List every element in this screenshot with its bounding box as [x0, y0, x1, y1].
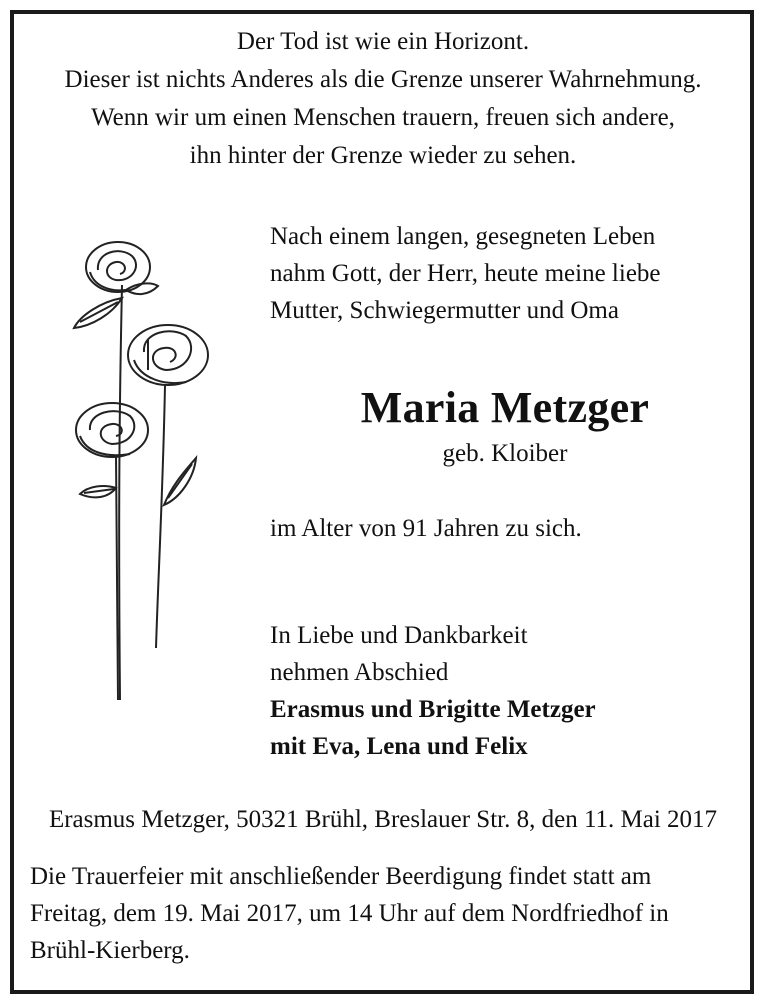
ceremony-line: Freitag, dem 19. Mai 2017, um 14 Uhr auf dem Nordfriedhof in: [30, 900, 669, 927]
ceremony-line: Brühl-Kierberg.: [30, 937, 190, 964]
ceremony-line: Die Trauerfeier mit anschließender Beerdigung findet statt am: [30, 863, 652, 890]
deceased-name: Maria Metzger: [360, 383, 650, 432]
quote-line: Der Tod ist wie ein Horizont.: [236, 28, 530, 55]
farewell-line: In Liebe und Dankbarkeit: [270, 622, 528, 649]
mourner-line: Erasmus und Brigitte Metzger: [270, 696, 596, 723]
address-line: Erasmus Metzger, 50321 Brühl, Breslauer Str. 8, den 11. Mai 2017: [48, 806, 718, 833]
quote-line: ihn hinter der Grenze wieder zu sehen.: [189, 142, 577, 169]
farewell-line: nehmen Abschied: [270, 659, 449, 686]
roses-illustration-icon: [60, 230, 230, 710]
ceremony-notice: [30, 858, 736, 969]
birth-name: geb. Kloiber: [442, 440, 568, 467]
age-line: im Alter von 91 Jahren zu sich.: [270, 515, 582, 542]
intro-line: Nach einem langen, gesegneten Leben: [270, 223, 656, 250]
quote-line: Dieser ist nichts Anderes als die Grenze unserer Wahrnehmung.: [64, 66, 702, 93]
quote-line: Wenn wir um einen Menschen trauern, freuen sich andere,: [91, 104, 675, 131]
intro-block: [270, 218, 661, 329]
mourner-line: mit Eva, Lena und Felix: [270, 733, 528, 760]
quote-block: [0, 23, 766, 175]
farewell-block: [270, 617, 596, 765]
age-line-block: [270, 510, 582, 547]
intro-line: nahm Gott, der Herr, heute meine liebe: [270, 260, 661, 287]
intro-line: Mutter, Schwiegermutter und Oma: [270, 297, 619, 324]
